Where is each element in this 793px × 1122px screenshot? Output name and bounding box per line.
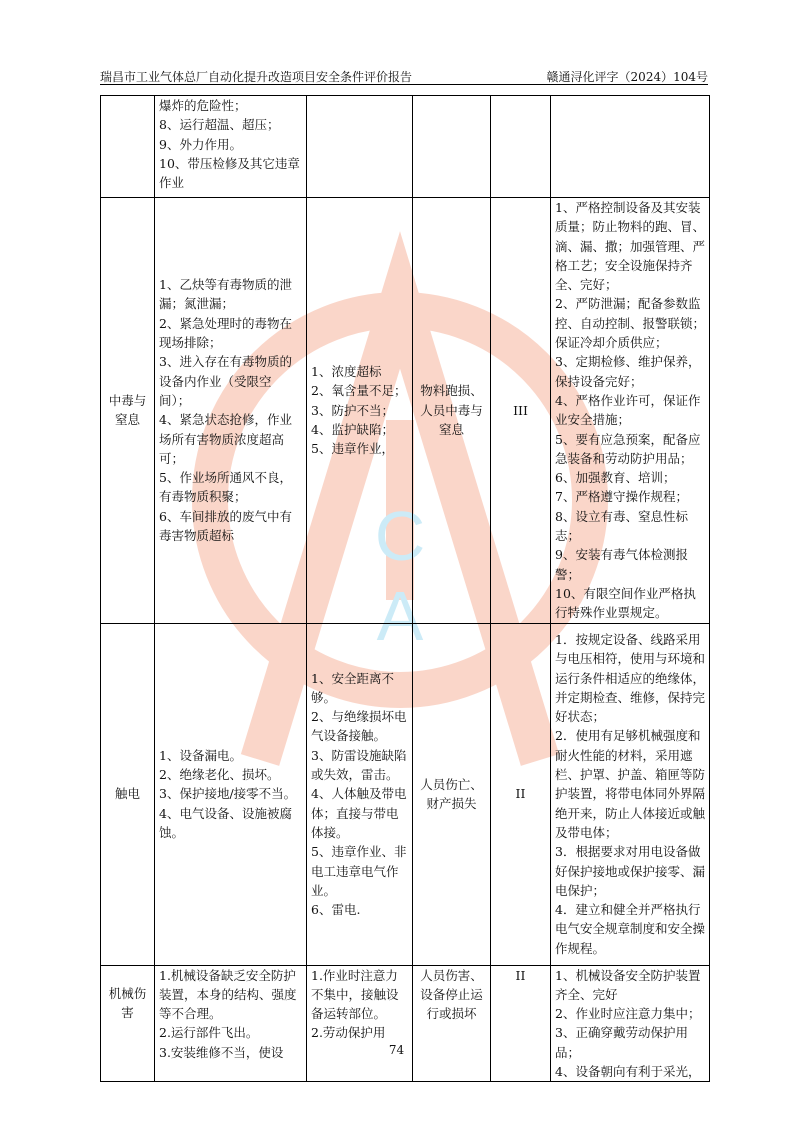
hazard-level-cell bbox=[491, 96, 551, 198]
list-item: 3、进入存在有毒物质的设备内作业（受限空间）； bbox=[159, 354, 292, 408]
list-item: 1.机械设备缺乏安全防护装置，本身的结构、强度等不合理。 bbox=[159, 967, 297, 1022]
list-item: 1.作业时注意力不集中，接触设备运转部位。 bbox=[311, 967, 399, 1022]
list-item: 2、作业时应注意力集中； bbox=[555, 1006, 701, 1022]
list-item: 3、防护不当； bbox=[311, 402, 394, 418]
list-item: 2.运行部件飞出。 bbox=[159, 1025, 259, 1041]
list-item: 1、乙炔等有毒物质的泄漏；氮泄漏； bbox=[159, 277, 292, 312]
list-item: 4．建立和健全并严格执行电气安全规章制度和安全操作规程。 bbox=[555, 902, 706, 956]
page-number: 74 bbox=[388, 1043, 405, 1057]
hazard-type-cell: 中毒与窒息 bbox=[101, 198, 155, 624]
svg-text:A: A bbox=[376, 577, 424, 655]
list-item: 7、严格遵守操作规程； bbox=[555, 489, 688, 505]
list-item: 8、设立有毒、窒息性标志； bbox=[555, 508, 688, 544]
list-item: 1、严格控制设备及其安装质量；防止物料的跑、冒、滴、漏、撒；加强管理、严格工艺；安全设施保持齐全、完好； bbox=[555, 200, 706, 293]
trigger-condition-cell bbox=[307, 96, 413, 198]
list-item: 5、违章作业， bbox=[311, 441, 394, 457]
list-item: 2、严防泄漏；配备参数监控、自动控制、报警联锁；保证冷却介质供应； bbox=[555, 296, 706, 351]
preventive-measure-cell bbox=[551, 965, 710, 1082]
consequence-cell: 人员伤亡、财产损失 bbox=[413, 623, 491, 965]
trigger-condition-cell bbox=[307, 965, 413, 1082]
list-item: 2．使用有足够机械强度和耐火性能的材料，采用遮栏、护罩、护盖、箱匣等防护装置，将带电体同外界隔绝开来，防止人体接近或触及带电体； bbox=[555, 728, 706, 840]
table-row bbox=[101, 198, 710, 624]
list-item: 5、作业场所通风不良，有毒物质积聚； bbox=[159, 470, 292, 505]
list-item: 5、违章作业、非电工违章电气作业。 bbox=[311, 844, 407, 898]
list-item: 4、电气设备、设施被腐蚀。 bbox=[159, 805, 292, 840]
list-item: 8、运行超温、超压； bbox=[159, 117, 280, 133]
list-item: 4、设备朝向有利于采光， bbox=[555, 1064, 701, 1080]
consequence-cell: 人员伤害、设备停止运行或损坏 bbox=[413, 965, 491, 1082]
hazard-level-cell: II bbox=[491, 965, 551, 1082]
list-item: 3．根据要求对用电设备做好保护接地或保护接零、漏电保护； bbox=[555, 844, 706, 898]
hazard-analysis-table bbox=[100, 95, 710, 1082]
list-item: 1．按规定设备、线路采用与电压相符，使用与环境和运行条件相适应的绝缘体，并定期检查、维修，保持完好状态； bbox=[555, 632, 706, 725]
list-item: 4、紧急状态抢修，作业场所有害物质浓度超高可； bbox=[159, 412, 292, 466]
list-item: 2、紧急处理时的毒物在现场排除； bbox=[159, 315, 292, 351]
list-item: 5、要有应急预案，配备应急装备和劳动防护用品； bbox=[555, 431, 701, 466]
list-item: 爆炸的危险性； bbox=[159, 98, 247, 113]
list-item: 1、机械设备安全防护装置齐全、完好 bbox=[555, 967, 701, 1002]
list-item: 3、正确穿戴劳动保护用品； bbox=[555, 1025, 688, 1060]
hazard-type-cell bbox=[101, 96, 155, 198]
table-row bbox=[101, 623, 710, 965]
list-item: 1、安全距离不够。 bbox=[311, 670, 394, 705]
list-item: 4、监护缺陷； bbox=[311, 421, 394, 437]
hazard-type-cell: 机械伤害 bbox=[101, 965, 155, 1082]
list-item: 10、带压检修及其它违章作业 bbox=[159, 155, 300, 191]
list-item: 1、浓度超标 bbox=[311, 364, 382, 380]
hazard-type-cell: 触电 bbox=[101, 623, 155, 965]
hazard-level-cell: III bbox=[491, 198, 551, 624]
report-title: 瑞昌市工业气体总厂自动化提升改造项目安全条件评价报告 bbox=[100, 70, 413, 84]
list-item: 6、车间排放的废气中有毒害物质超标 bbox=[159, 508, 292, 544]
preventive-measure-cell bbox=[551, 96, 710, 198]
hazard-cause-cell bbox=[155, 198, 307, 624]
list-item: 9、安装有毒气体检测报警； bbox=[555, 547, 688, 582]
page-header bbox=[100, 66, 708, 85]
trigger-condition-cell bbox=[307, 623, 413, 965]
list-item: 3、防雷设施缺陷或失效，雷击。 bbox=[311, 747, 407, 783]
trigger-condition-cell bbox=[307, 198, 413, 624]
list-item: 2.劳动保护用 bbox=[311, 1025, 386, 1041]
consequence-cell bbox=[413, 96, 491, 198]
list-item: 6、雷电. bbox=[311, 902, 361, 918]
list-item: 10、有限空间作业严格执行特殊作业票规定。 bbox=[555, 585, 696, 621]
list-item: 4、严格作业许可，保证作业安全措施； bbox=[555, 392, 701, 428]
preventive-measure-cell bbox=[551, 623, 710, 965]
list-item: 1、设备漏电。 bbox=[159, 747, 242, 763]
list-item: 3、定期检修、维护保养，保持设备完好； bbox=[555, 354, 701, 389]
hazard-cause-cell bbox=[155, 96, 307, 198]
preventive-measure-cell bbox=[551, 198, 710, 624]
svg-text:C: C bbox=[374, 497, 426, 575]
list-item: 2、氧含量不足； bbox=[311, 383, 407, 399]
consequence-cell: 物料跑损、人员中毒与窒息 bbox=[413, 198, 491, 624]
table-row bbox=[101, 96, 710, 198]
list-item: 2、绝缘老化、损坏。 bbox=[159, 767, 280, 783]
hazard-cause-cell bbox=[155, 623, 307, 965]
list-item: 9、外力作用。 bbox=[159, 136, 242, 152]
list-item: 2、与绝缘损坏电气设备接触。 bbox=[311, 709, 407, 744]
table-row bbox=[101, 965, 710, 1082]
hazard-cause-cell bbox=[155, 965, 307, 1082]
document-number: 赣通浔化评字（2024）104号 bbox=[546, 70, 708, 84]
hazard-level-cell: II bbox=[491, 623, 551, 965]
list-item: 3、保护接地/接零不当。 bbox=[159, 786, 297, 802]
list-item: 4、人体触及带电体；直接与带电体接。 bbox=[311, 786, 407, 840]
list-item: 3.安装维修不当，使设 bbox=[159, 1044, 284, 1060]
list-item: 6、加强教育、培训； bbox=[555, 470, 676, 486]
